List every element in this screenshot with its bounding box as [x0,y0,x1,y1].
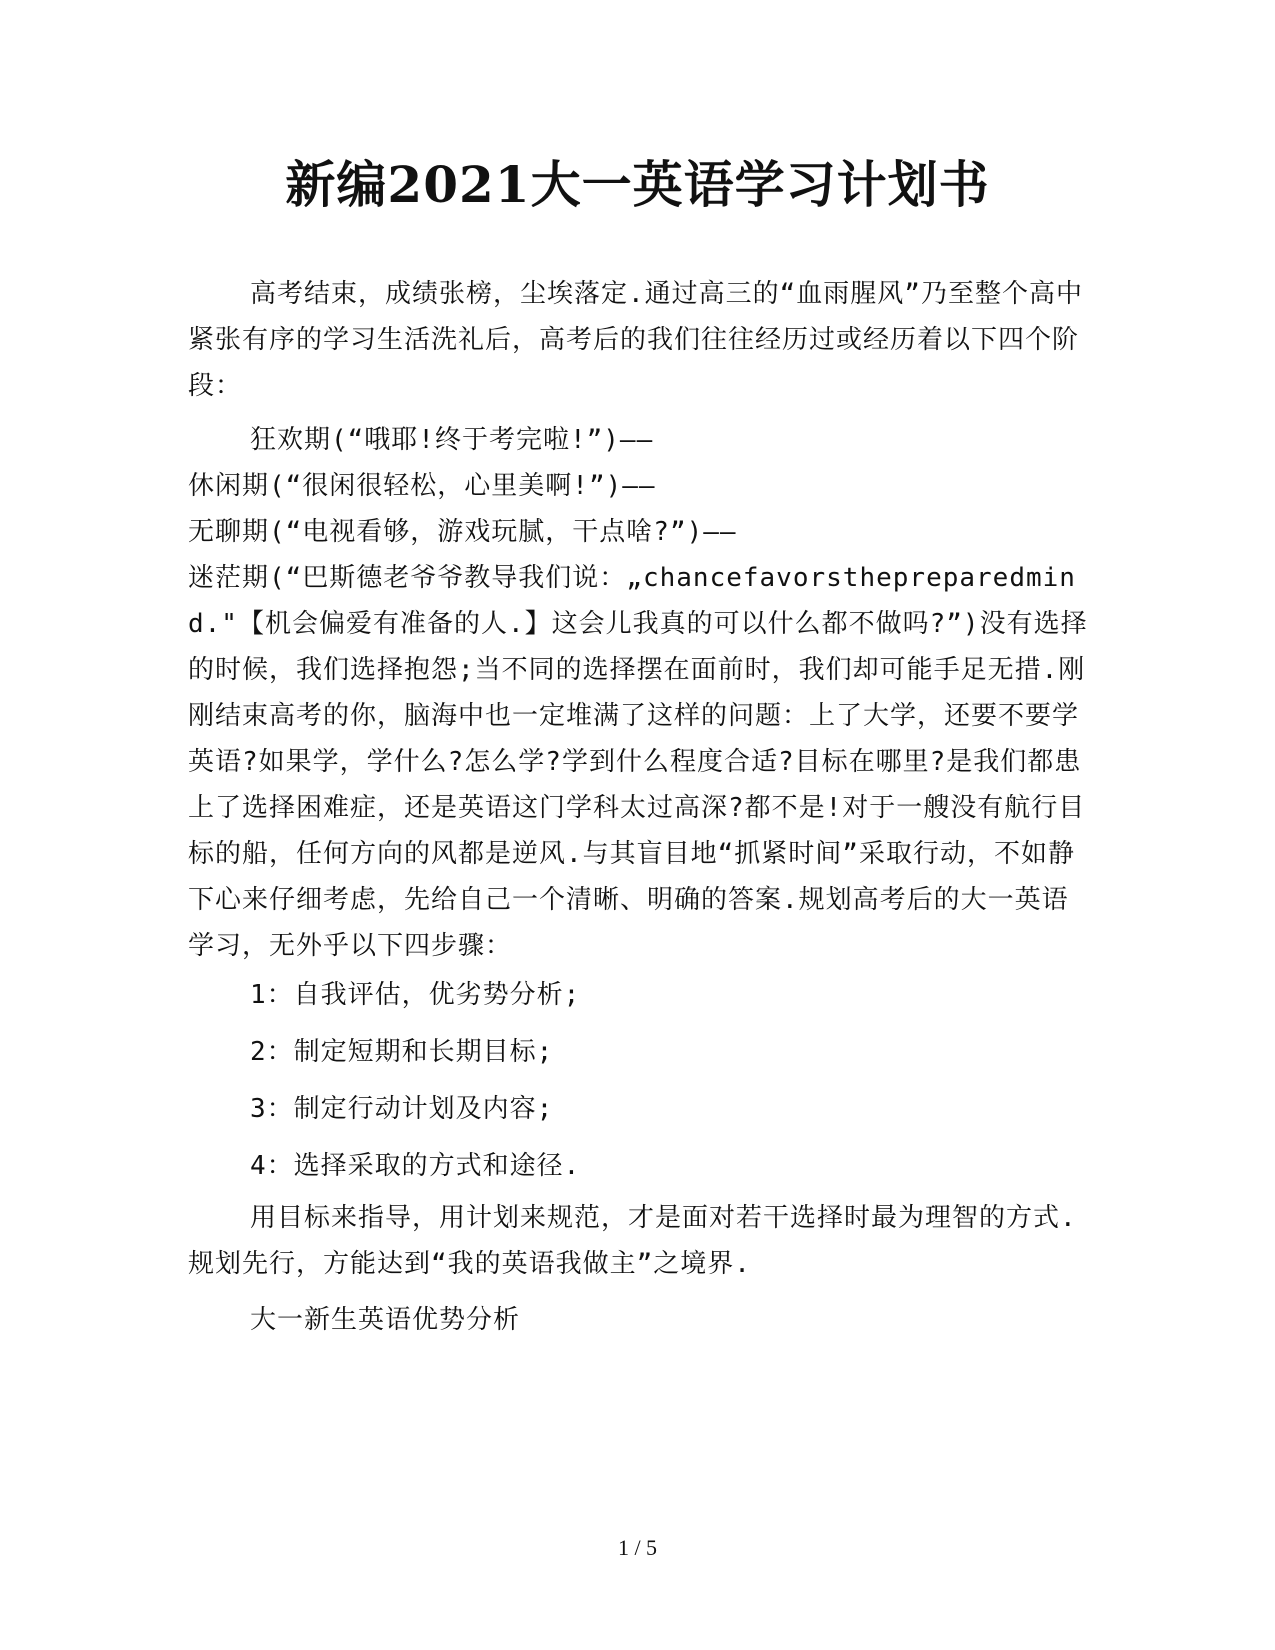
section-subheading: 大一新生英语优势分析 [250,1305,521,1335]
intro-text: 高考结束，成绩张榜，尘埃落定.通过高三的“血雨腥风”乃至整个高中紧张有序的学习生活洗礼后，高考后的我们往往经历过或经历着以下四个阶段： [188,279,1083,401]
step-2: 2：制定短期和长期目标; [250,1037,554,1067]
stage-2: 休闲期(“很闲很轻松，心里美啊!”)—— [188,471,656,501]
document-title: 新编2021大一英语学习计划书 [285,155,990,214]
stage-1: 狂欢期(“哦耶!终于考完啦!”)—— [250,425,654,455]
stages-block [188,417,1088,969]
page-number: 1 / 5 [617,1535,658,1560]
conclusion-text: 用目标来指导，用计划来规范，才是面对若干选择时最为理智的方式.规划先行，方能达到“我的英语我做主”之境界. [188,1203,1077,1279]
subheading-block [188,1297,1088,1343]
stage-3: 无聊期(“电视看够，游戏玩腻，干点啥?”)—— [188,517,737,547]
step-3: 3：制定行动计划及内容; [250,1094,554,1124]
conclusion-paragraph [188,1195,1088,1287]
intro-paragraph [188,271,1088,409]
step-4: 4：选择采取的方式和途径. [250,1151,581,1181]
step-1: 1：自我评估，优劣势分析; [250,980,581,1010]
stage-4: 迷茫期(“巴斯德老爷爷教导我们说：„chancefavorsthepreparedmind."【机会偏爱有准备的人.】这会儿我真的可以什么都不做吗?”)没有选择的时候，我们选择抱怨;当不同的选择摆在面前时，我们却可能手足无措.刚刚结束高考的你，脑海中也一定堆满了这样的问题：上了大学，还要不要学英语?如果学，学什么?怎么学?学到什么程度合适?目标在哪里?是我们都患上了选择困难症，还是英语这门学科太过高深?都不是!对于一艘没有航行目标的船，任何方向的风都是逆风.与其盲目地“抓紧时间”采取行动，不如静下心来仔细考虑，先给自己一个清晰、明确的答案.规划高考后的大一英语学习，无外乎以下四步骤： [188,563,1088,961]
steps-list [188,967,1088,1195]
